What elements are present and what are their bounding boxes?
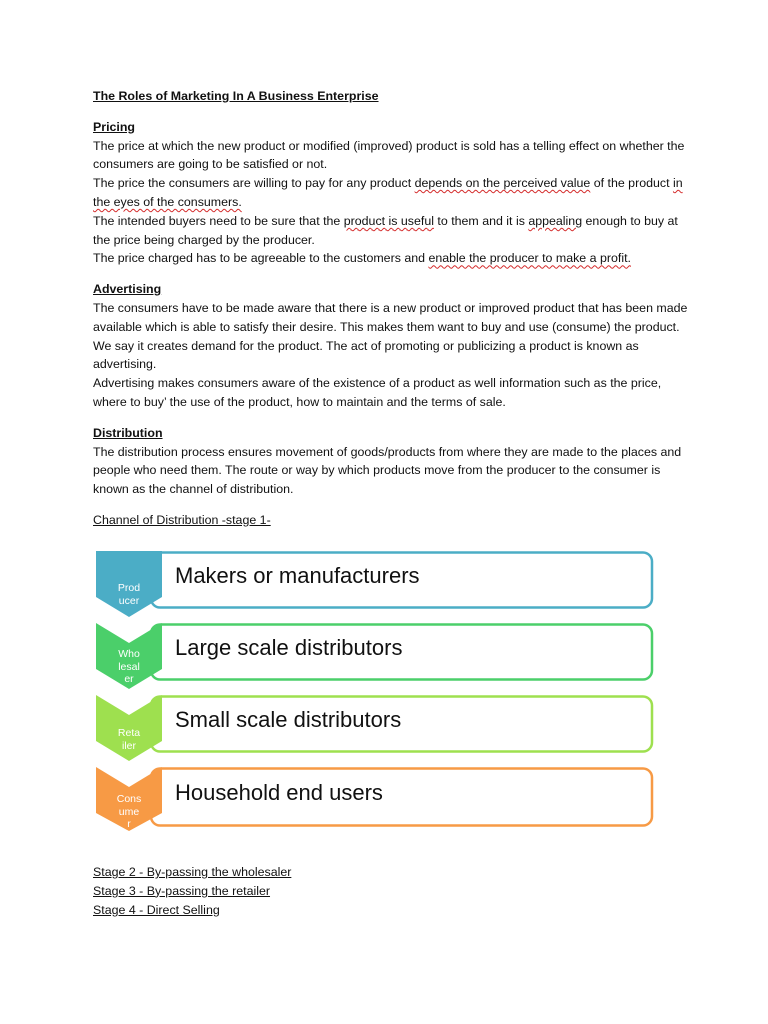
document-body xyxy=(93,87,693,530)
document-title: The Roles of Marketing In A Business Enterprise xyxy=(93,89,379,103)
chevron-retailer-label xyxy=(96,727,162,752)
text-run: to them and it is xyxy=(433,213,529,228)
text-run: The price the consumers are willing to pay for any product xyxy=(93,176,415,191)
chevron-label-line: er xyxy=(124,673,134,685)
distribution-channel-diagram xyxy=(96,551,656,831)
channel-box-3-text: Small scale distributors xyxy=(175,707,402,732)
chevron-producer-label xyxy=(96,582,162,607)
text-run: The intended buyers need to be sure that the xyxy=(93,213,344,228)
advertising-section xyxy=(93,280,693,412)
chevron-label-line: Prod xyxy=(117,582,141,594)
advertising-heading: Advertising xyxy=(93,282,162,297)
spellcheck-underlined-text: product is useful xyxy=(343,213,434,228)
chevron-label-line: Who xyxy=(118,648,140,660)
chevron-label-line: iler xyxy=(121,739,136,752)
spellcheck-underlined-text: enable the producer to make a profit. xyxy=(428,251,631,266)
chevron-label-line: Cons xyxy=(116,793,142,805)
advertising-paragraph-3: Advertising makes consumers aware of the existence of a product as well information such as the price, where to buy’ the use of the product, how to maintain and the terms of sale. xyxy=(93,376,662,409)
channel-box-1-text: Makers or manufacturers xyxy=(175,563,420,588)
chevron-wholesaler-label xyxy=(96,648,162,686)
stage-3: Stage 3 - By-passing the retailer xyxy=(93,883,271,898)
pricing-section xyxy=(93,118,693,268)
spellcheck-underlined-text: in the eyes of the consumers. xyxy=(93,176,683,209)
chevron-consumer-label xyxy=(96,793,162,831)
advertising-paragraph-2: We say it creates demand for the product. The act of promoting or publicizing a product is known as advertising. xyxy=(93,338,639,372)
stage-4: Stage 4 - Direct Selling xyxy=(93,902,220,917)
channel-box-4-text: Household end users xyxy=(175,780,383,805)
text-run: The price charged has to be agreeable to the customers and xyxy=(93,251,429,266)
spellcheck-underlined-text: depends on the perceived value xyxy=(414,176,591,191)
pricing-paragraph-1: The price at which the new product or modified (improved) product is sold has a telling effect on whether the consumers are going to be satisfied or not. xyxy=(93,138,685,172)
distribution-heading: Distribution xyxy=(93,425,163,440)
pricing-paragraph-4 xyxy=(93,249,693,268)
stage-2: Stage 2 - By-passing the wholesaler xyxy=(93,865,292,879)
chevron-label-line: lesal xyxy=(118,660,140,673)
pricing-paragraph-3 xyxy=(93,212,693,250)
channel-title: Channel of Distribution -stage 1- xyxy=(93,512,271,527)
chevron-label-line: Reta xyxy=(117,727,141,739)
spellcheck-underlined-text: appealing xyxy=(528,213,583,228)
pricing-heading: Pricing xyxy=(93,119,135,134)
pricing-paragraph-2 xyxy=(93,174,693,212)
chevron-label-line: ucer xyxy=(118,594,140,607)
chevron-label-line: ume xyxy=(118,805,140,818)
distribution-paragraph-1: The distribution process ensures movement of goods/products from where they are made to the places and people who need them. The route or way by which products move from the producer to the consumer is known as the channel of distribution. xyxy=(93,444,682,497)
chevron-label-line: r xyxy=(127,818,131,830)
advertising-paragraph-1: The consumers have to be made aware that there is a new product or improved product that has been made available which is able to satisfy their desire. This makes them want to buy and use (consume) the product. xyxy=(93,300,688,334)
text-run: enough to buy at the price being charged by the producer. xyxy=(93,213,678,247)
channel-box-2-text: Large scale distributors xyxy=(175,635,403,660)
distribution-section xyxy=(93,424,693,499)
stages-list xyxy=(93,863,291,919)
text-run: of the product xyxy=(590,176,673,191)
